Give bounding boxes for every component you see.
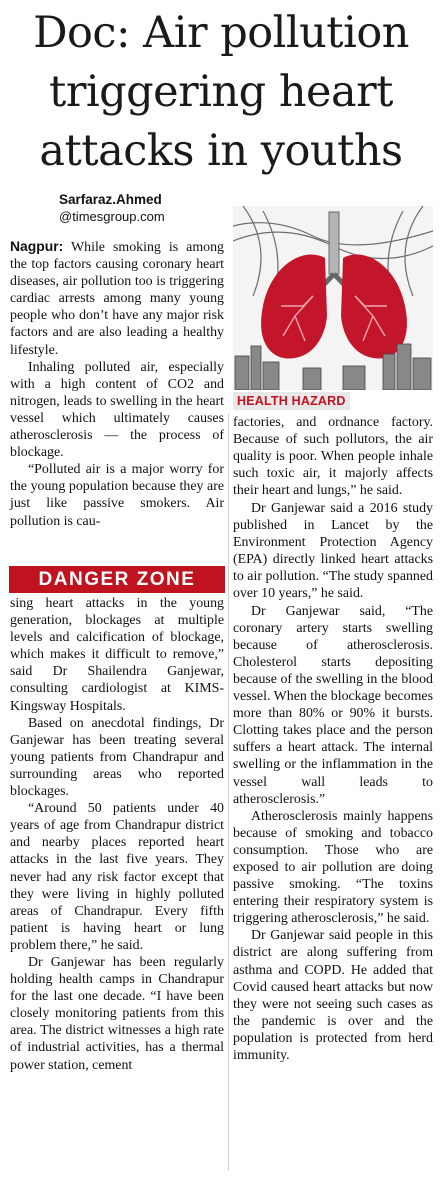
paragraph: Dr Ganjewar has been regularly holding health camps in Chandrapur for the last one decade. “I have been closely monitoring patients from this area. The district witnesses a high rate of industrial activities, has a thermal power station, cement [10,954,224,1073]
paragraph: Based on anecdotal findings, Dr Ganjewar has been treating several young patients from Chandrapur and surrounding areas who reported blockages. [10,715,224,800]
dateline: Nagpur: [10,238,64,254]
danger-zone-banner: DANGER ZONE [9,566,225,593]
headline [0,4,442,181]
paragraph: “Polluted air is a major worry for the young population because they are just like passive smokers. Air pollution is cau- [10,462,224,529]
column-divider [228,414,229,1171]
lead-paragraph [10,238,224,359]
paragraph: Dr Ganjewar said, “The coronary artery starts swelling because of atherosclerosis. Cholesterol starts depositing because of the swelling in the blood vessel. When the blockage becomes more than 80% or 90% it bursts. Clotting takes place and the person suffers a heart attack. The internal swelling or the inflammation in the vessel wall leads to atherosclerosis.” [233,603,433,807]
paragraph: factories, and ordnance factory. Because of such pollutors, the air quality is poor. When people inhale such toxic air, it majorly affects their heart and lungs,” he said. [233,415,433,499]
headline-line-1: Doc: Air pollution [33,8,409,58]
paragraph: Inhaling polluted air, especially with a high content of CO2 and nitrogen, leads to swelling in the heart vessel which ultimately causes atherosclerosis — the process of blockage. [10,359,224,461]
paragraph: Dr Ganjewar said people in this district are along suffering from asthma and COPD. He added that Covid caused heart attacks but now they were not seeing such cases as the pandemic is over and the population is protected from herd immunity. [233,928,433,1063]
image-caption: HEALTH HAZARD [233,392,433,410]
paragraph: Dr Ganjewar said a 2016 study published in Lancet by the Environment Protection Agency (EPA) directly linked heart attacks to air pollution. “The study spanned over 10 years,” he said. [233,501,433,602]
byline [59,191,165,225]
paragraph: Atherosclerosis mainly happens because of smoking and tobacco consumption. Those who are exposed to air pollution are doing passive smoking. “The toxins entering their respiratory system is triggering atherosclerosis,” he said. [233,808,433,927]
column-1-bottom [10,595,224,1074]
column-2-bottom [233,500,433,1064]
column-2-top [233,414,433,499]
lungs-illustration [233,206,433,390]
byline-name: Sarfaraz.Ahmed [59,192,162,207]
lungs-icon [233,206,433,390]
paragraph: sing heart attacks in the young generation, blockages at multiple levels and calcification of blockage, which makes it difficult to remove,” said Dr Shailendra Ganjewar, consulting cardiologist at KIMS-Kingsway Hospitals. [10,596,224,714]
column-1-top [10,238,224,530]
paragraph: “Around 50 patients under 40 years of age from Chandrapur district and nearby places reported heart attacks in the last five years. They never had any risk factor except that they were living in highly polluted areas of Chandrapur. Every fifth patient is having heart or lung problem there,” he said. [10,801,224,953]
byline-email: @timesgroup.com [59,209,165,224]
lead-text: While smoking is among the top factors causing coronary heart diseases, air pollution too is triggering cardiac arrests among many young people who don’t have any major risk factors and are also leading a healthy lifestyle. [10,240,224,358]
headline-line-3: attacks in youths [39,126,403,176]
headline-line-2: triggering heart [49,67,393,117]
